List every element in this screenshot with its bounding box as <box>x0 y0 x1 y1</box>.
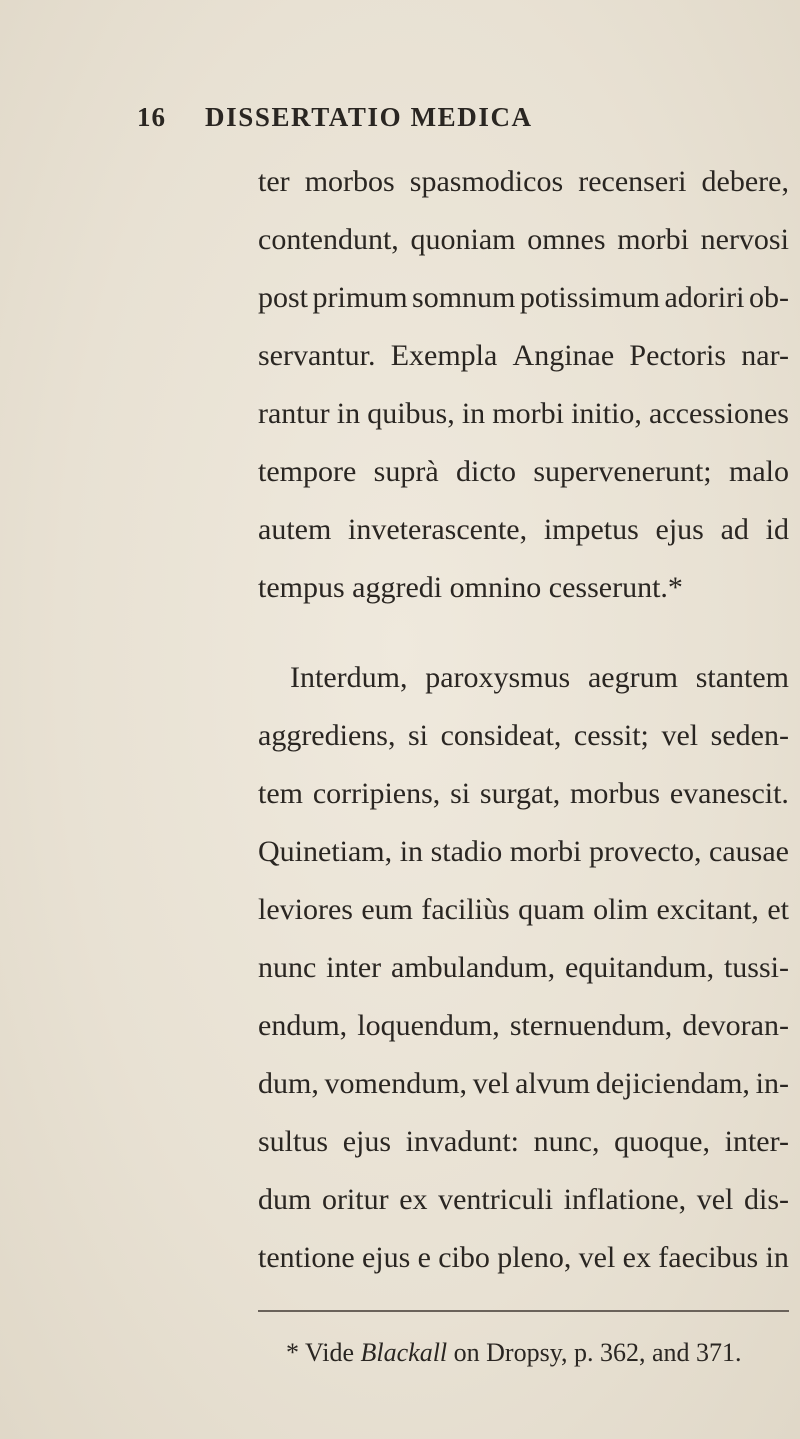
text-line: contendunt, quoniam omnes morbi nervosi <box>258 223 789 256</box>
footnote-rule <box>258 1310 789 1312</box>
text-line: aggrediens, si consideat, cessit; vel seden- <box>258 719 789 752</box>
text-line: endum, loquendum, sternuendum, devoran- <box>258 1009 789 1042</box>
text-line: Interdum, paroxysmus aegrum stantem <box>290 661 789 694</box>
text-line: post primum somnum potissimum adoriri ob- <box>258 281 789 314</box>
text-line: sultus ejus invadunt: nunc, quoque, inter- <box>258 1125 789 1158</box>
text-line: tentione ejus e cibo pleno, vel ex faecibus in <box>258 1241 789 1274</box>
text-line: tempore suprà dicto supervenerunt; malo <box>258 455 789 488</box>
running-head: DISSERTATIO MEDICA <box>205 102 533 132</box>
footnote-prefix: * Vide <box>286 1338 355 1367</box>
text-line: dum oritur ex ventriculi inflatione, vel dis- <box>258 1183 789 1216</box>
page-number: 16 <box>137 102 166 132</box>
page-header <box>137 102 657 142</box>
footnote-author: Blackall <box>360 1338 448 1367</box>
text-line: dum, vomendum, vel alvum dejiciendam, in- <box>258 1067 789 1100</box>
text-line: servantur. Exempla Anginae Pectoris nar- <box>258 339 789 372</box>
text-line: rantur in quibus, in morbi initio, accessiones <box>258 397 789 430</box>
text-line: tem corripiens, si surgat, morbus evanescit. <box>258 777 789 810</box>
text-line: leviores eum faciliùs quam olim excitant, et <box>258 893 789 926</box>
footnote-suffix: on Dropsy, p. 362, and 371. <box>453 1338 742 1367</box>
text-line: ter morbos spasmodicos recenseri debere, <box>258 165 789 198</box>
text-line: tempus aggredi omnino cesserunt.* <box>258 571 683 604</box>
footnote <box>286 1338 742 1368</box>
text-line: autem inveterascente, impetus ejus ad id <box>258 513 789 546</box>
text-line: nunc inter ambulandum, equitandum, tussi- <box>258 951 789 984</box>
text-line: Quinetiam, in stadio morbi provecto, causae <box>258 835 789 868</box>
